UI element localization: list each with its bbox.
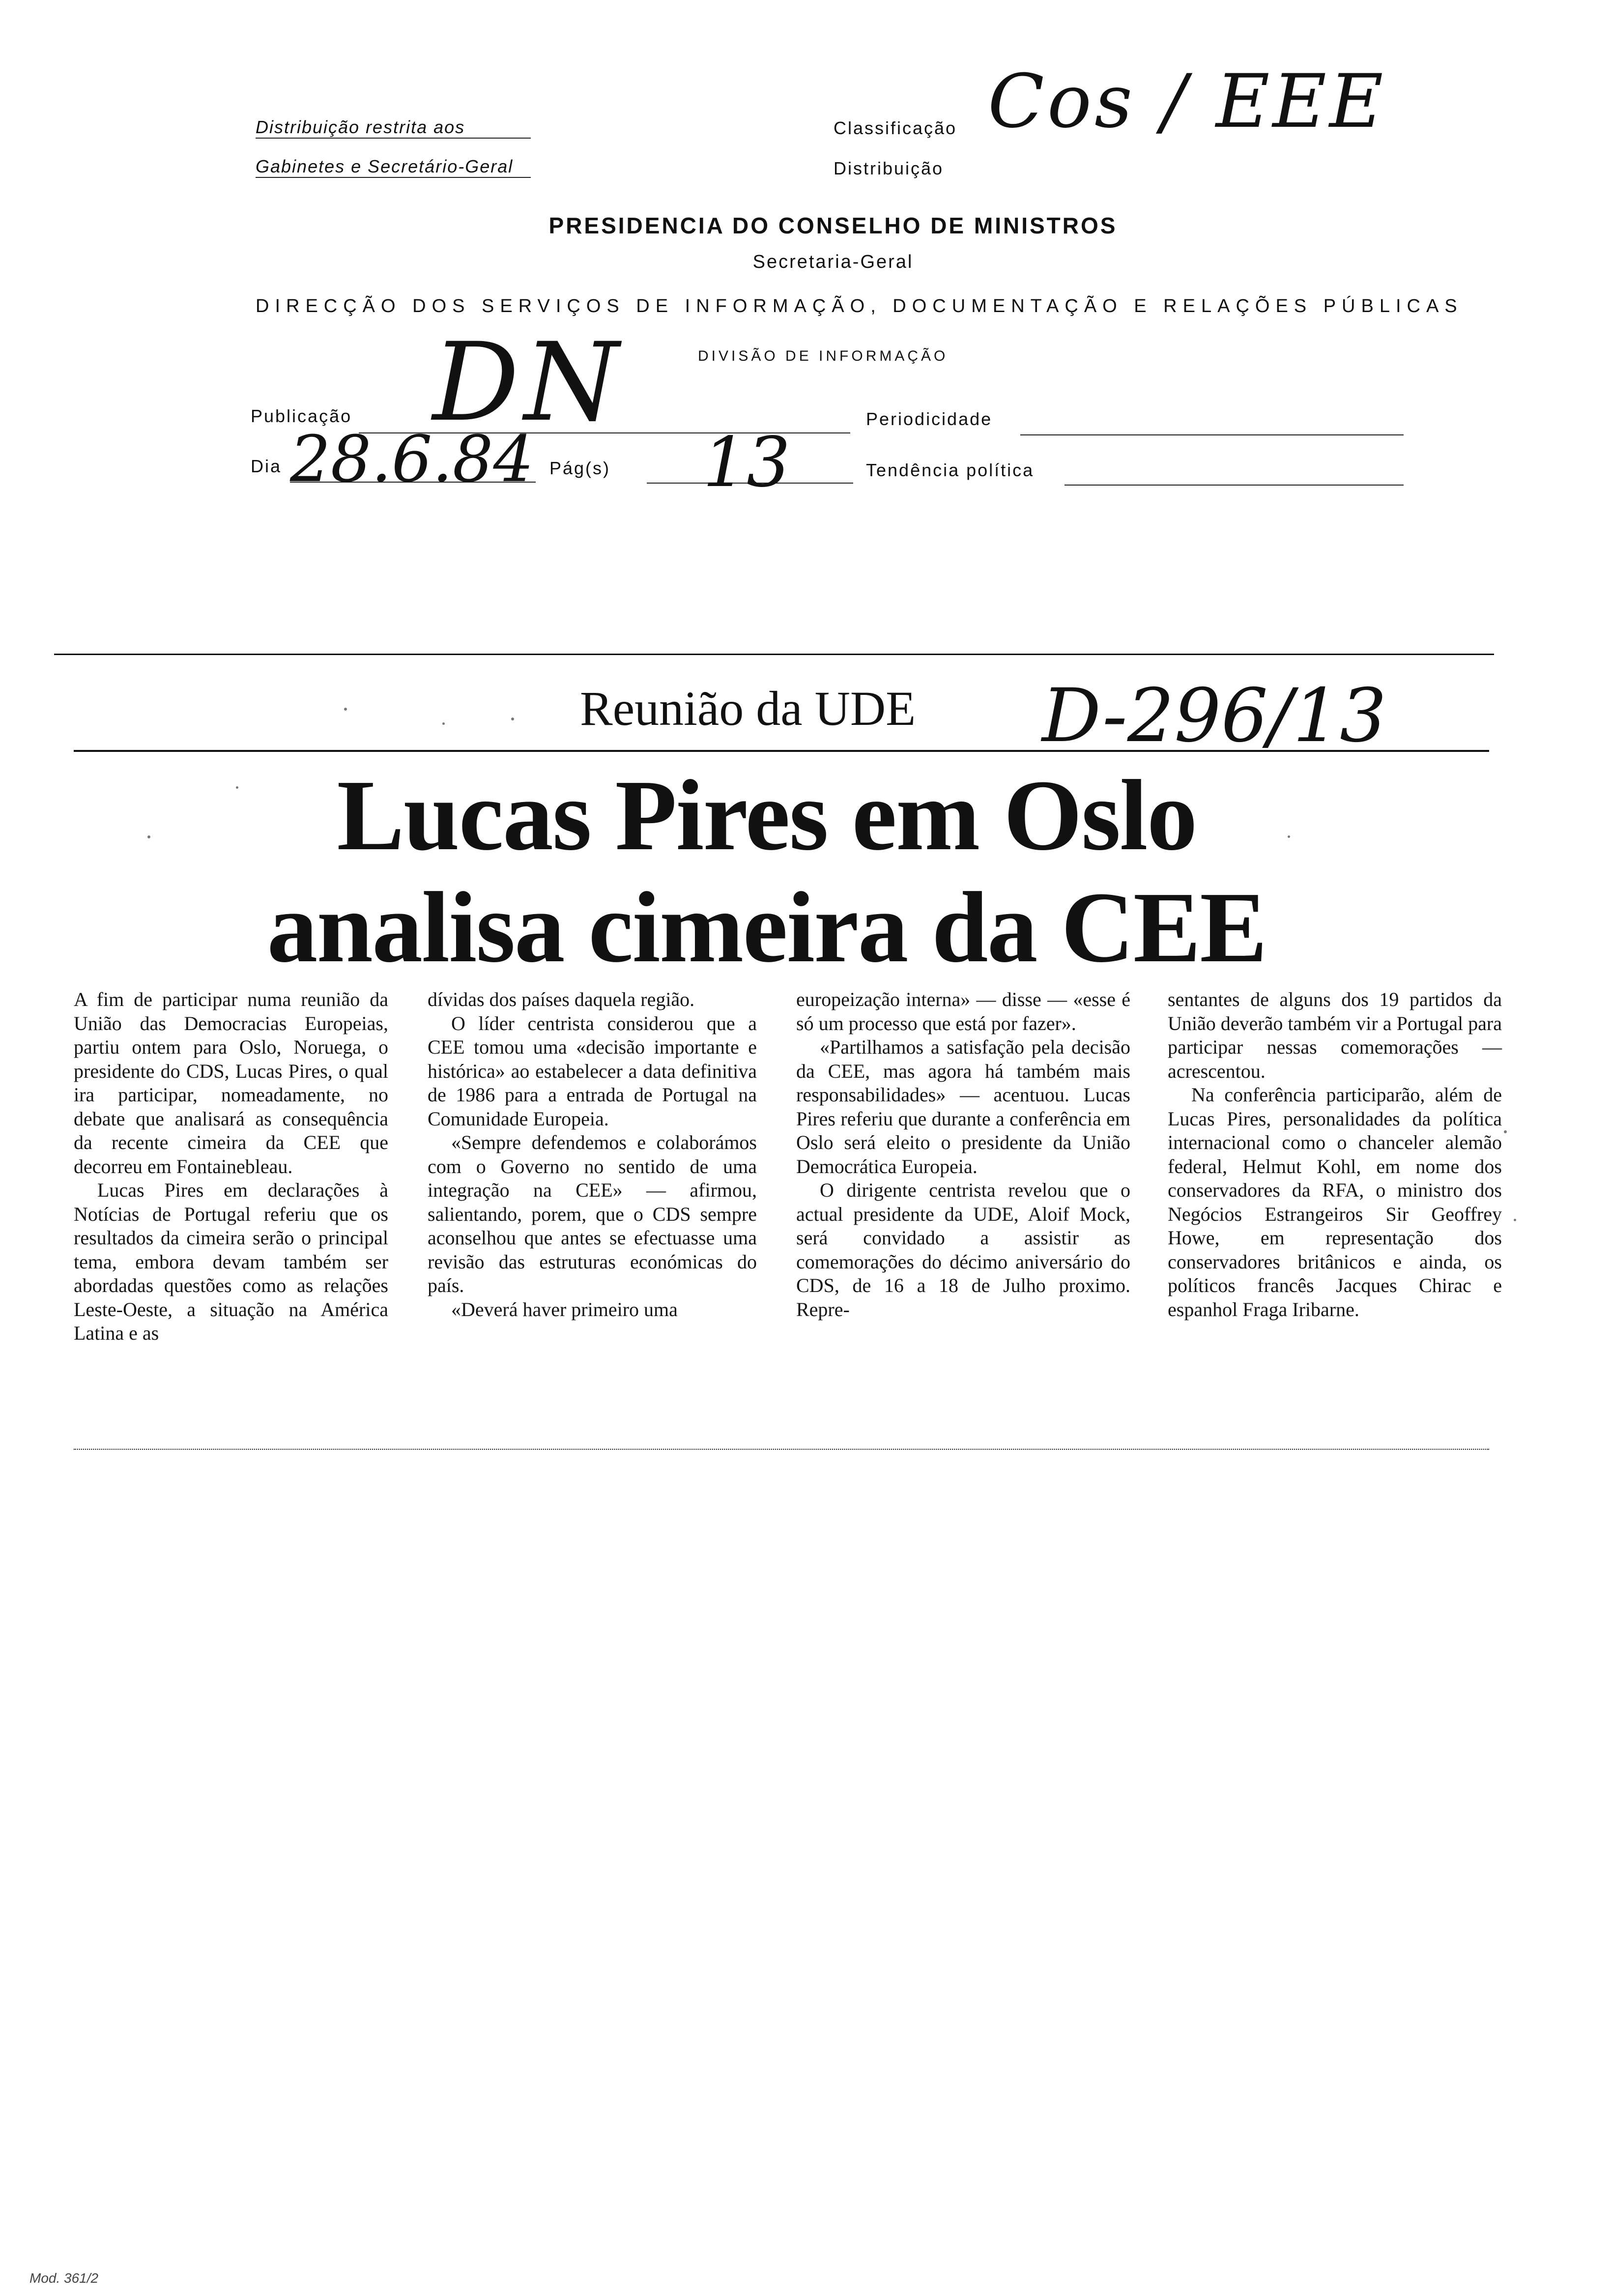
tendency-line <box>1065 485 1404 486</box>
article-column-4 <box>1168 988 1502 1321</box>
day-label: Dia <box>251 456 282 476</box>
classification-label: Classificação <box>834 118 957 138</box>
handwritten-reference: D-296/13 <box>1042 673 1387 759</box>
handwritten-day: 28.6.84 <box>290 422 534 496</box>
scan-speck <box>1504 1130 1507 1133</box>
institution-title: PRESIDENCIA DO CONSELHO DE MINISTROS <box>548 213 1118 238</box>
kicker-rule <box>74 750 1489 752</box>
article-col2-para1: dívidas dos países daquela região. <box>428 988 695 1010</box>
clipping-bottom-rule <box>74 1449 1489 1450</box>
headline-line1: Lucas Pires em Oslo <box>337 759 1197 871</box>
clipping-top-rule <box>54 654 1494 655</box>
article-col2-para4: «Deverá haver primeiro uma <box>451 1298 678 1320</box>
scan-speck <box>1514 1219 1516 1221</box>
distribution-label: Distribuição <box>834 158 944 178</box>
article-col4-para1: sentantes de alguns dos 19 partidos da União deverão também vir a Portugal para participar nessas comemorações — acrescentou. <box>1168 988 1502 1082</box>
publication-label: Publicação <box>251 406 352 426</box>
handwritten-publication: DN <box>432 319 624 445</box>
article-col3-para2: «Partilhamos a satisfação pela decisão da CEE, mas agora há também mais responsabilidades» — acentuou. Lucas Pires referiu que durante a conferência em Oslo será eleito o presidente da União Democrática Europeia. <box>796 1036 1130 1177</box>
pages-label: Pág(s) <box>549 458 611 478</box>
institution-directorate: DIRECÇÃO DOS SERVIÇOS DE INFORMAÇÃO, DOCUMENTAÇÃO E RELAÇÕES PÚBLICAS <box>256 296 1463 316</box>
article-col1-para1: A fim de participar numa reunião da União das Democracias Europeias, partiu ontem para Oslo, Noruega, o presidente do CDS, Lucas Pires, o qual ira participar, nomeadamente, no debate que analisará as consequência da recente cimeira da CEE que decorreu em Fontainebleau. <box>74 988 388 1177</box>
article-col4-para2: Na conferência participarão, além de Lucas Pires, personalidades da política internacional como o chanceler alemão federal, Helmut Kohl, em nome dos conservadores da RFA, o ministro dos Negócios Estrangeiros Sir Geoffrey Howe, em representação dos conservadores britânicos e ainda, os políticos francês Jacques Chirac e espanhol Fraga Iribarne. <box>1168 1084 1502 1320</box>
scan-speck <box>511 718 514 720</box>
article-col1-para2: Lucas Pires em declarações à Notícias de Portugal referiu que os resultados da cimeira serão o principal tema, embora devam também ser abordadas questões como as relações Leste-Oeste, a situação na América Latina e as <box>74 1179 388 1344</box>
article-col2-para2: O líder centrista considerou que a CEE tomou uma «decisão importante e histórica» ao estabelecer a data definitiva de 1986 para a entrada de Portugal na Comunidade Europeia. <box>428 1012 757 1130</box>
article-col3-para3: O dirigente centrista revelou que o actual presidente da UDE, Aloif Mock, será convidado a assistir as comemorações do décimo aniversário do CDS, de 16 a 18 de Julho proximo. Repre- <box>796 1179 1130 1320</box>
scan-speck <box>236 786 238 789</box>
distribution-restricted-line1: Distribuição restrita aos <box>256 117 531 139</box>
scan-speck <box>442 722 445 725</box>
handwritten-classification-code: Cos / EEE <box>988 59 1386 144</box>
periodicity-line <box>1020 434 1404 435</box>
article-col3-para1: europeização interna» — disse — «esse é só um processo que está por fazer». <box>796 988 1130 1034</box>
article-column-1 <box>74 988 388 1346</box>
article-column-3 <box>796 988 1130 1321</box>
handwritten-pages: 13 <box>703 423 791 503</box>
institution-secretariat: Secretaria-Geral <box>752 252 914 272</box>
scan-speck <box>147 835 150 838</box>
clipping-kicker: Reunião da UDE <box>580 681 916 736</box>
scan-speck <box>1288 835 1290 838</box>
tendency-label: Tendência política <box>866 460 1035 480</box>
article-col2-para3: «Sempre defendemos e colaborámos com o Governo no sentido de uma integração na CEE» — afirmou, salientando, porem, que o CDS sempre aconselhou que antes se efectuasse uma revisão das estruturas económicas do país. <box>428 1131 757 1296</box>
form-code: Mod. 361/2 <box>29 2270 99 2286</box>
article-column-2 <box>428 988 757 1321</box>
periodicity-label: Periodicidade <box>866 409 993 429</box>
scan-speck <box>344 708 347 711</box>
distribution-restricted-line2: Gabinetes e Secretário-Geral <box>256 156 531 178</box>
institution-division: DIVISÃO DE INFORMAÇÃO <box>698 348 949 364</box>
headline-line2: analisa cimeira da CEE <box>267 871 1267 983</box>
